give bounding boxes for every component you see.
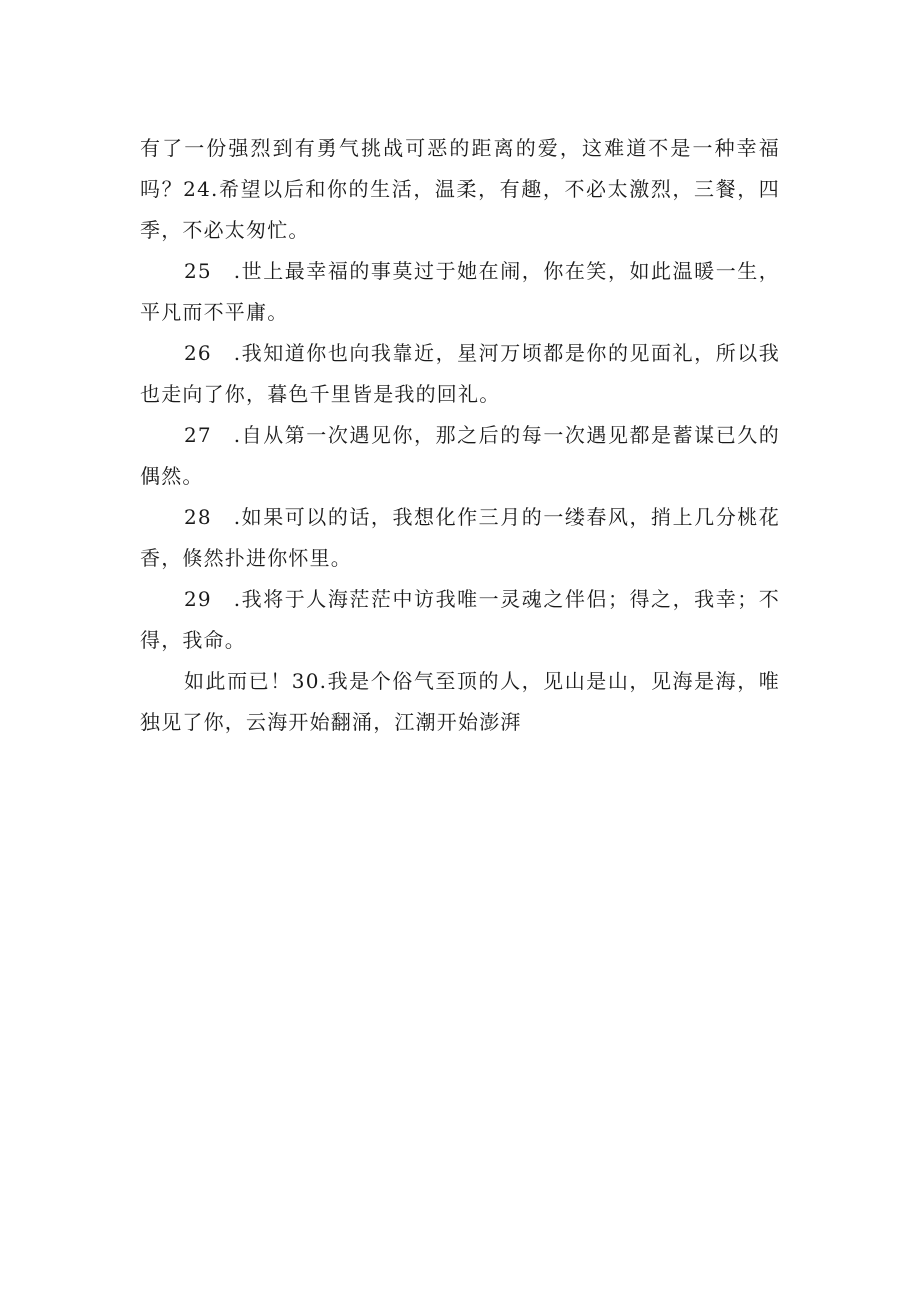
paragraph-2: 25 .世上最幸福的事莫过于她在闹，你在笑，如此温暖一生，平凡而不平庸。 (140, 259, 780, 324)
paragraph-6: 29 .我将于人海茫茫中访我唯一灵魂之伴侣；得之，我幸；不得，我命。 (140, 587, 780, 652)
document-body (140, 128, 780, 743)
paragraph-7: 如此而已！30.我是个俗气至顶的人，见山是山，见海是海，唯独见了你，云海开始翻涌，江潮开始澎湃 (140, 669, 780, 734)
paragraph-5: 28 .如果可以的话，我想化作三月的一缕春风，捎上几分桃花香，倏然扑进你怀里。 (140, 505, 780, 570)
paragraph-1: 有了一份强烈到有勇气挑战可恶的距离的爱，这难道不是一种幸福吗？24.希望以后和你的生活，温柔，有趣，不必太激烈，三餐，四季，不必太匆忙。 (140, 136, 780, 242)
paragraph-4: 27 .自从第一次遇见你，那之后的每一次遇见都是蓄谋已久的偶然。 (140, 423, 780, 488)
paragraph-3: 26 .我知道你也向我靠近，星河万顷都是你的见面礼，所以我也走向了你，暮色千里皆是我的回礼。 (140, 341, 780, 406)
